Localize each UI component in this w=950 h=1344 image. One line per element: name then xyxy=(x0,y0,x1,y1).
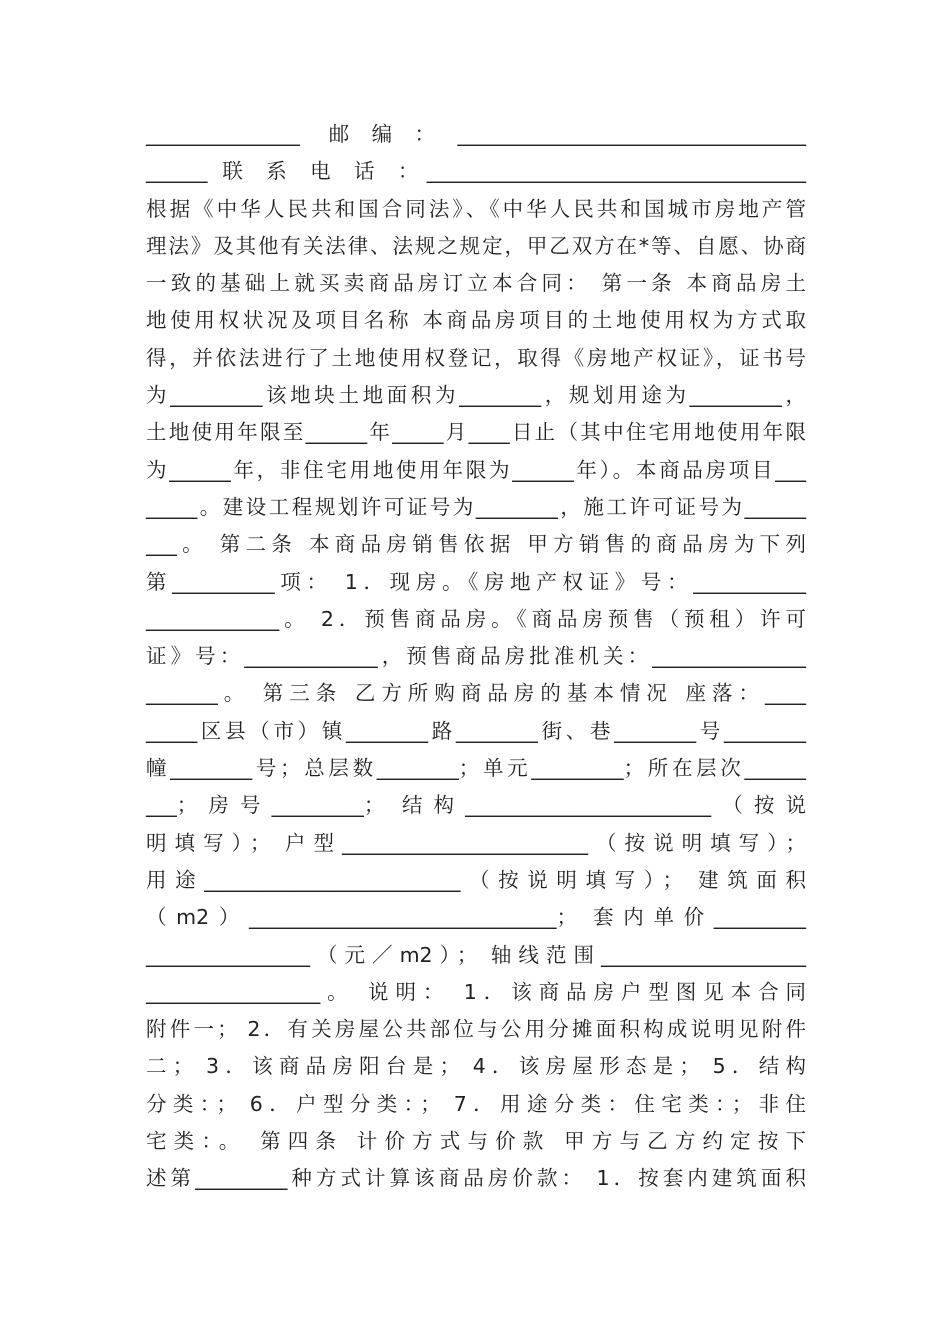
text-line: _____区县（市）镇________路________街、巷________号________ xyxy=(146,718,806,743)
text-line: （m2）______________________________； 套内单价_________ xyxy=(146,905,806,930)
text-line: 理法》及其他有关法律、法规之规定，甲乙双方在*等、自愿、协商 xyxy=(146,233,806,258)
text-line: 二； 3．该商品房阳台是； 4．该房屋形态是； 5．结构 xyxy=(146,1054,806,1079)
text-line: ______ 联 系 电 话 ：_____________________________________ xyxy=(146,159,806,184)
text-line: _______。 第三条 乙方所购商品房的基本情况 座落：____ xyxy=(146,681,806,706)
text-line: 证》号：_____________，预售商品房批准机关：_______________ xyxy=(146,644,806,669)
text-line: 明填写）； 户型________________________（按说明填写）； xyxy=(146,830,806,855)
text-line: 宅类：。 第四条 计价方式与价款 甲方与乙方约定按下 xyxy=(146,1129,806,1154)
text-line: _______________ 邮编：__________________________________ xyxy=(146,122,806,146)
text-line: 得，并依法进行了土地使用权登记，取得《房地产权证》，证书号 xyxy=(146,345,806,370)
text-line: ___；房号_________； 结构________________________（按说 xyxy=(146,793,806,818)
text-line: 第__________项： 1．现房。《房地产权证》号：___________ xyxy=(146,569,806,594)
text-line: 土地使用年限至______年_____月____日止（其中住宅用地使用年限 xyxy=(146,420,806,445)
text-line: 地使用权状况及项目名称 本商品房项目的土地使用权为方式取 xyxy=(146,308,806,333)
text-line: ___。 第二条 本商品房销售依据 甲方销售的商品房为下列 xyxy=(146,532,806,557)
text-line: 一致的基础上就买卖商品房订立本合同： 第一条 本商品房土 xyxy=(146,271,806,296)
text-line: 为_________该地块土地面积为________，规划用途为_________， xyxy=(146,383,806,408)
text-line: 用途_________________________（按说明填写）； 建筑面积 xyxy=(146,867,806,892)
text-line: 幢________号；总层数________；单元_________；所在层次______ xyxy=(146,756,806,781)
text-line: 述第_________种方式计算该商品房价款： 1．按套内建筑面积 xyxy=(146,1166,806,1191)
text-line: 为______年，非住宅用地使用年限为______年）。本商品房项目___ xyxy=(146,457,806,482)
contract-body-text xyxy=(146,116,806,1198)
text-line: 根据《中华人民共和国合同法》、《中华人民共和国城市房地产管 xyxy=(146,196,806,221)
text-line: _________________。 说明： 1．该商品房户型图见本合同 xyxy=(146,979,806,1004)
text-line: _____________。 2．预售商品房。《商品房预售（预租）许可 xyxy=(146,606,806,631)
text-line: 附件一； 2．有关房屋公共部位与公用分摊面积构成说明见附件 xyxy=(146,1017,806,1042)
text-line: ________________（元／m2）； 轴线范围____________________ xyxy=(146,942,806,967)
text-line: _____。建设工程规划许可证号为________，施工许可证号为______ xyxy=(146,494,806,519)
text-line: 分类：； 6．户型分类：； 7．用途分类：住宅类：；非住 xyxy=(146,1091,806,1116)
